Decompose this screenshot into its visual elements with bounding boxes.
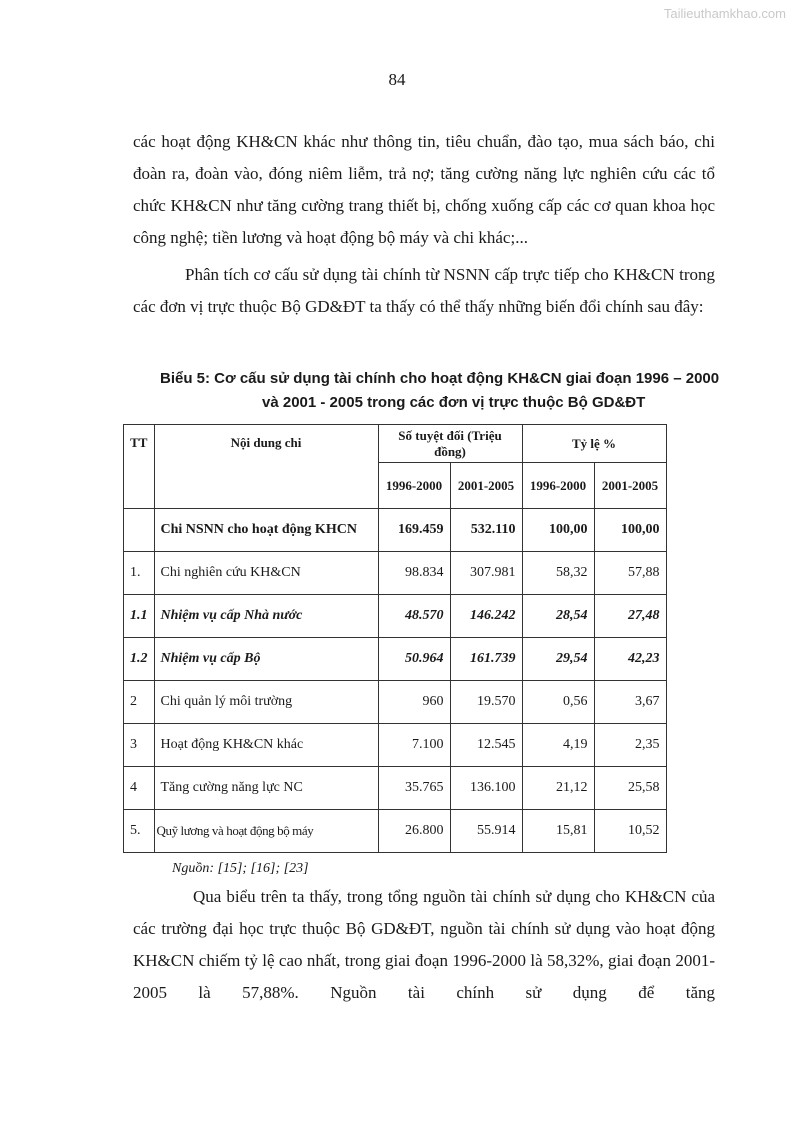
paragraph-2: Phân tích cơ cấu sử dụng tài chính từ NSNN cấp trực tiếp cho KH&CN trong các đơn vị trực thuộc Bộ GD&ĐT ta thấy có thể thấy những biến đổi chính sau đây: [133, 265, 715, 316]
header-tt: TT [124, 425, 155, 509]
cell-name: Hoạt động KH&CN khác [154, 724, 378, 767]
source-note: Nguồn: [15]; [16]; [23] [172, 861, 309, 876]
cell-name: Tăng cường năng lực NC [154, 767, 378, 810]
caption-line-1: Biểu 5: Cơ cấu sử dụng tài chính cho hoạt động KH&CN giai đoạn 1996 – 2000 [160, 370, 720, 387]
cell-name: Chi nghiên cứu KH&CN [154, 552, 378, 595]
cell-tt: 1.2 [124, 638, 155, 681]
cell-pct-1: 29,54 [522, 638, 594, 681]
cell-pct-1: 21,12 [522, 767, 594, 810]
table-row [124, 509, 667, 552]
cell-abs-2: 136.100 [450, 767, 522, 810]
cell-tt: 1.1 [124, 595, 155, 638]
header-ratio: Tỷ lệ % [522, 425, 666, 463]
cell-abs-1: 48.570 [378, 595, 450, 638]
caption-line-2: và 2001 - 2005 trong các đơn vị trực thuộc Bộ GD&ĐT [262, 394, 646, 411]
cell-abs-1: 50.964 [378, 638, 450, 681]
cell-pct-1: 4,19 [522, 724, 594, 767]
cell-pct-2: 100,00 [594, 509, 666, 552]
cell-abs-1: 169.459 [378, 509, 450, 552]
cell-tt: 4 [124, 767, 155, 810]
header-absolute: Số tuyệt đối (Triệu đồng) [378, 425, 522, 463]
cell-abs-2: 307.981 [450, 552, 522, 595]
paragraph-1: các hoạt động KH&CN khác như thông tin, tiêu chuẩn, đào tạo, mua sách báo, chi đoàn ra, đoàn vào, đóng niêm liễm, trả nợ; tăng cường năng lực nghiên cứu các tổ chức KH&CN như tăng cường trang thiết bị, chống xuống cấp các cơ quan khoa học công nghệ; tiền lương và hoạt động bộ máy và chi khác;... [133, 132, 715, 247]
cell-abs-1: 7.100 [378, 724, 450, 767]
header-abs-period-1: 1996-2000 [378, 463, 450, 509]
cell-tt [124, 509, 155, 552]
cell-abs-1: 98.834 [378, 552, 450, 595]
header-pct-period-2: 2001-2005 [594, 463, 666, 509]
header-abs-period-2: 2001-2005 [450, 463, 522, 509]
cell-pct-1: 0,56 [522, 681, 594, 724]
page-number: 84 [388, 70, 406, 89]
cell-abs-1: 35.765 [378, 767, 450, 810]
table-row [124, 810, 667, 853]
cell-pct-2: 3,67 [594, 681, 666, 724]
cell-abs-2: 532.110 [450, 509, 522, 552]
header-content: Nội dung chi [154, 425, 378, 509]
cell-pct-2: 57,88 [594, 552, 666, 595]
cell-pct-1: 100,00 [522, 509, 594, 552]
paragraph-3: Qua biểu trên ta thấy, trong tổng nguồn tài chính sử dụng cho KH&CN của các trường đại học trực thuộc Bộ GD&ĐT, nguồn tài chính sử dụng vào hoạt động KH&CN chiếm tỷ lệ cao nhất, trong giai đoạn 1996-2000 là 58,32%, giai đoạn 2001-2005 là 57,88%. Nguồn tài chính sử dụng để tăng [133, 887, 715, 1002]
cell-pct-2: 27,48 [594, 595, 666, 638]
cell-abs-1: 960 [378, 681, 450, 724]
cell-abs-2: 12.545 [450, 724, 522, 767]
cell-tt: 1. [124, 552, 155, 595]
cell-name: Nhiệm vụ cấp Bộ [154, 638, 378, 681]
cell-name: Nhiệm vụ cấp Nhà nước [154, 595, 378, 638]
cell-pct-1: 28,54 [522, 595, 594, 638]
cell-pct-2: 25,58 [594, 767, 666, 810]
table-row [124, 767, 667, 810]
cell-abs-2: 161.739 [450, 638, 522, 681]
watermark: Tailieuthamkhao.com [663, 6, 786, 21]
cell-abs-1: 26.800 [378, 810, 450, 853]
expenditure-table [123, 424, 667, 853]
table-caption [0, 367, 794, 415]
table-row [124, 638, 667, 681]
header-pct-period-1: 1996-2000 [522, 463, 594, 509]
cell-abs-2: 19.570 [450, 681, 522, 724]
table-row [124, 552, 667, 595]
cell-pct-2: 2,35 [594, 724, 666, 767]
cell-name: Chi NSNN cho hoạt động KHCN [154, 509, 378, 552]
cell-abs-2: 146.242 [450, 595, 522, 638]
cell-tt: 5. [124, 810, 155, 853]
table-row [124, 681, 667, 724]
cell-name: Quỹ lương và hoạt động bộ máy [154, 810, 378, 853]
cell-tt: 2 [124, 681, 155, 724]
cell-pct-2: 10,52 [594, 810, 666, 853]
cell-pct-1: 58,32 [522, 552, 594, 595]
cell-pct-2: 42,23 [594, 638, 666, 681]
table-row [124, 724, 667, 767]
cell-tt: 3 [124, 724, 155, 767]
table-row [124, 595, 667, 638]
cell-name: Chi quản lý môi trường [154, 681, 378, 724]
cell-pct-1: 15,81 [522, 810, 594, 853]
cell-abs-2: 55.914 [450, 810, 522, 853]
